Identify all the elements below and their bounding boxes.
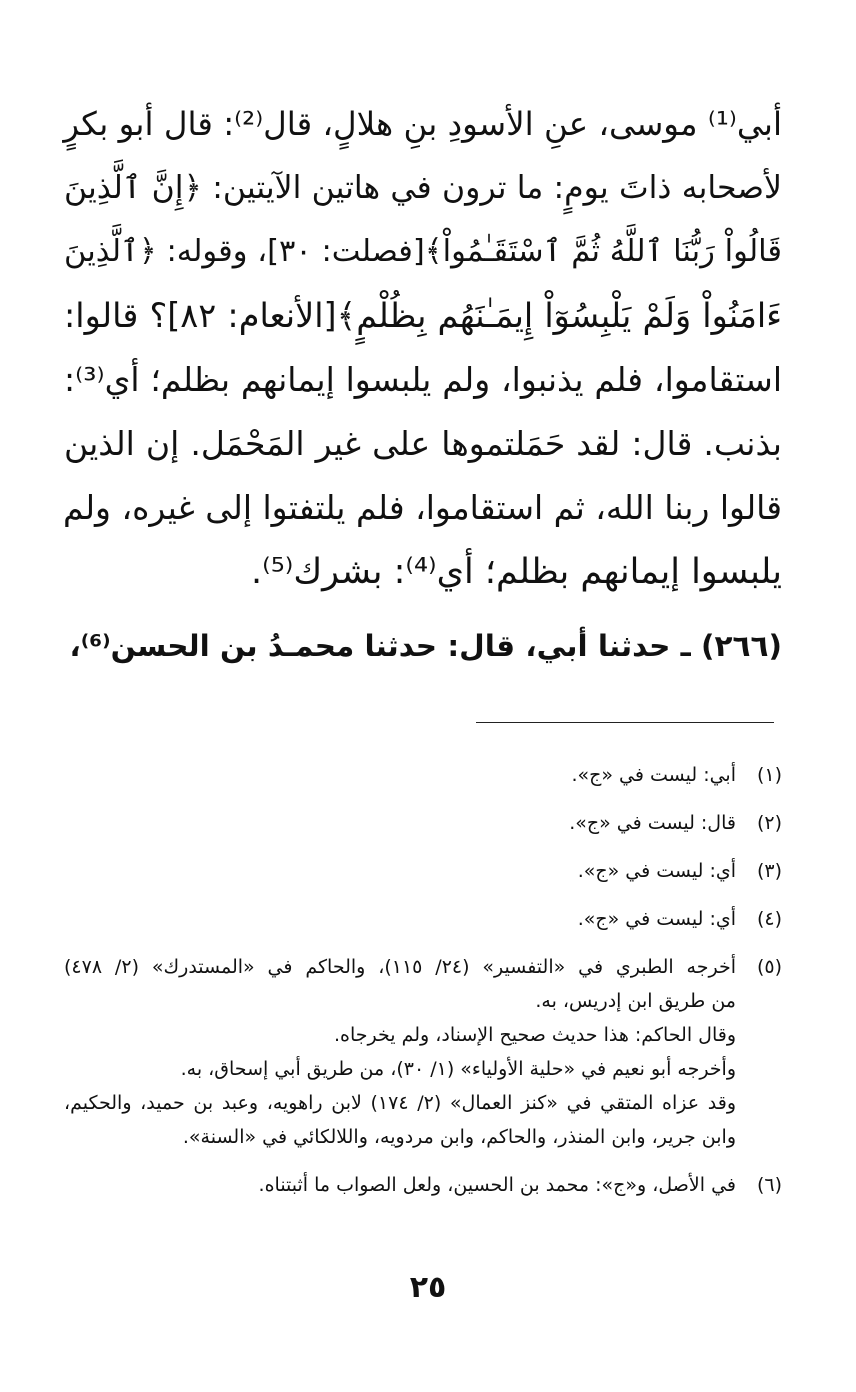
main-text-line: يلبسوا إيمانهم بظلم؛ أي⁽⁴⁾: بشرك⁽⁵⁾. [250,552,782,592]
main-text-line: بذنب. قال: لقد حَمَلتموها على غير المَحْمَل. إن الذين [64,424,782,463]
footnote-line: وقال الحاكم: هذا حديث صحيح الإسناد، ولم يخرجاه. [334,1024,736,1046]
footnote-line: من طريق ابن إدريس، به. [535,990,736,1012]
footnote-line: أي: ليست في «ج». [577,860,736,882]
footnote-number: (٦) [756,1174,782,1196]
footnote-line: قال: ليست في «ج». [569,812,736,834]
footnote-body [64,1168,736,1202]
footnote-line: أخرجه الطبري في «التفسير» (٢٤/ ١١٥)، والحاكم في «المستدرك» (٢/ ٤٧٨) [64,956,736,978]
footnote-line: وأخرجه أبو نعيم في «حلية الأولياء» (١/ ٣٠)، من طريق أبي إسحاق، به. [180,1058,736,1080]
footnote [64,758,782,792]
footnote-line: وابن جرير، وابن المنذر، والحاكم، وابن مردويه، واللالكائي في «السنة». [182,1126,736,1148]
footnote-number: (١) [756,764,782,786]
footnote-line: أبي: ليست في «ج». [571,764,736,786]
footnote [64,902,782,936]
main-text-line: لأصحابه ذاتَ يومٍ: ما ترون في هاتين الآيتين: ﴿إِنَّ ٱلَّذِينَ [64,170,782,206]
footnote-body [64,758,736,792]
footnote-body [64,902,736,936]
footnote-number: (٣) [756,860,782,882]
footnote-number: (٥) [756,956,782,978]
footnote-line: وقد عزاه المتقي في «كنز العمال» (٢/ ١٧٤) لابن راهويه، وعبد بن حميد، والحكيم، [64,1092,736,1114]
page-number: ٢٥ [409,1270,447,1305]
footnote-body [64,950,736,1154]
footnote-body [64,854,736,888]
footnote-separator [476,722,774,723]
footnote-body [64,806,736,840]
main-text-line: قَالُواْ رَبُّنَا ٱللَّهُ ثُمَّ ٱسْتَقَـٰمُواْ﴾[فصلت: ٣٠]، وقوله: ﴿ٱلَّذِينَ [64,234,782,269]
footnote [64,854,782,888]
main-text-line: أبي⁽¹⁾ موسى، عنِ الأسودِ بنِ هلالٍ، قال⁽²⁾: قال أبو بكرٍ [63,105,782,143]
footnote-number: (٤) [756,908,782,930]
footnote [64,806,782,840]
footnotes [64,758,782,1202]
main-text-line: قالوا ربنا الله، ثم استقاموا، فلم يلتفتوا إلى غيره، ولم [63,488,782,527]
footnote-number: (٢) [756,812,782,834]
footnote-line: في الأصل، و«ج»: محمد بن الحسين، ولعل الصواب ما أثبتناه. [258,1174,736,1196]
main-text-line: استقاموا، فلم يذنبوا، ولم يلبسوا إيمانهم بظلم؛ أي⁽³⁾: [64,360,782,399]
footnote [64,1168,782,1202]
main-text-line: ءَامَنُواْ وَلَمْ يَلْبِسُوٓاْ إِيمَـٰنَهُم بِظُلْمٍ﴾[الأنعام: ٨٢]؟ قالوا: [64,296,782,335]
hadith-heading: (٢٦٦) ـ حدثنا أبي، قال: حدثنا محمـدُ بن الحسن⁽⁶⁾، [69,629,782,663]
main-text [64,92,782,678]
footnote-line: أي: ليست في «ج». [577,908,736,930]
footnote [64,950,782,1154]
